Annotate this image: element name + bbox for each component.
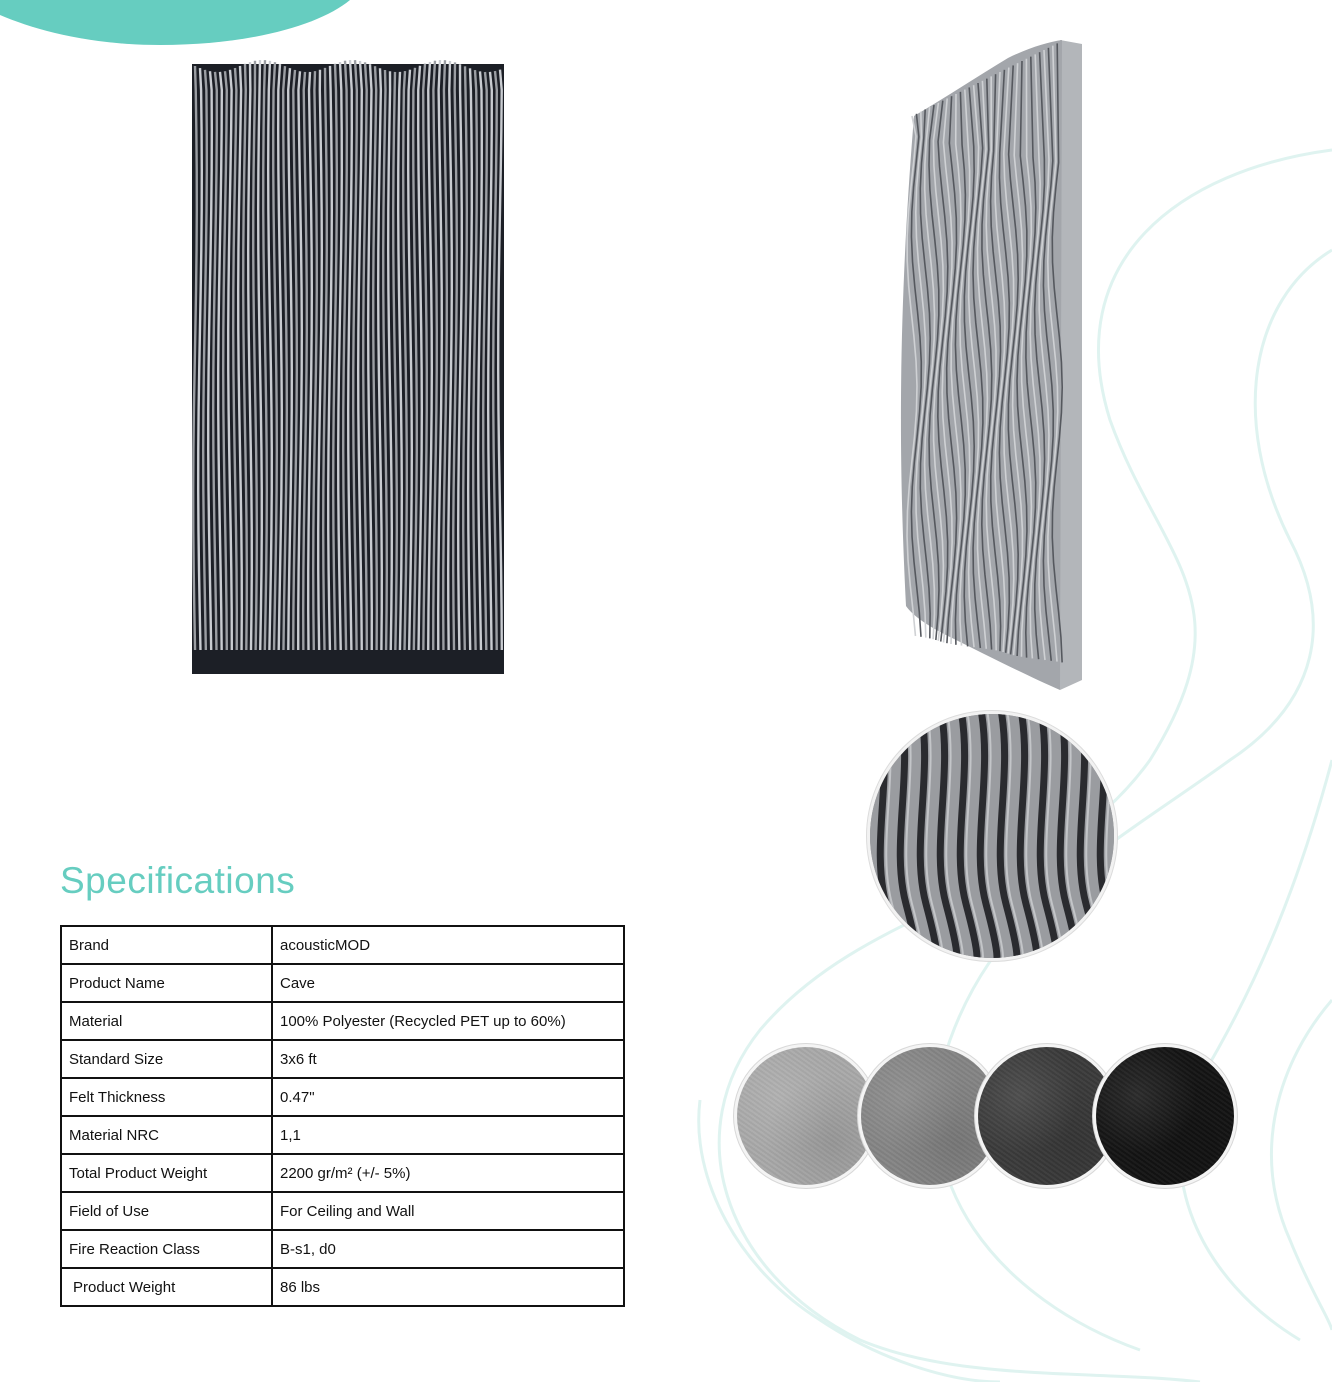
header-teal-shape [0,0,360,50]
spec-label: Material [61,1002,272,1040]
side-panel-image [888,36,1088,698]
spec-value: B-s1, d0 [272,1230,624,1268]
spec-row-material [61,1002,624,1040]
spec-value: 1,1 [272,1116,624,1154]
spec-value: 86 lbs [272,1268,624,1306]
spec-row-product-name [61,964,624,1002]
spec-row-total-weight [61,1154,624,1192]
spec-value: Cave [272,964,624,1002]
spec-label: Product Name [61,964,272,1002]
spec-row-fire-class [61,1230,624,1268]
swatch-light-gray [737,1047,875,1185]
front-panel-image [186,50,512,690]
spec-label: Standard Size [61,1040,272,1078]
spec-row-field-of-use [61,1192,624,1230]
swatch-black [1096,1047,1234,1185]
closeup-detail-image [870,714,1114,958]
specifications-title: Specifications [60,860,296,901]
spec-label: Felt Thickness [61,1078,272,1116]
spec-row-material-nrc [61,1116,624,1154]
spec-label: Material NRC [61,1116,272,1154]
spec-label: Product Weight [61,1268,272,1306]
spec-value: For Ceiling and Wall [272,1192,624,1230]
spec-value: 2200 gr/m² (+/- 5%) [272,1154,624,1192]
spec-row-standard-size [61,1040,624,1078]
specifications-table [60,925,625,1307]
spec-value: acousticMOD [272,926,624,964]
spec-label: Total Product Weight [61,1154,272,1192]
spec-label: Brand [61,926,272,964]
spec-row-product-weight [61,1268,624,1306]
spec-label: Field of Use [61,1192,272,1230]
spec-row-brand [61,926,624,964]
spec-row-felt-thickness [61,1078,624,1116]
spec-label: Fire Reaction Class [61,1230,272,1268]
spec-value: 3x6 ft [272,1040,624,1078]
spec-value: 0.47" [272,1078,624,1116]
spec-value: 100% Polyester (Recycled PET up to 60%) [272,1002,624,1040]
